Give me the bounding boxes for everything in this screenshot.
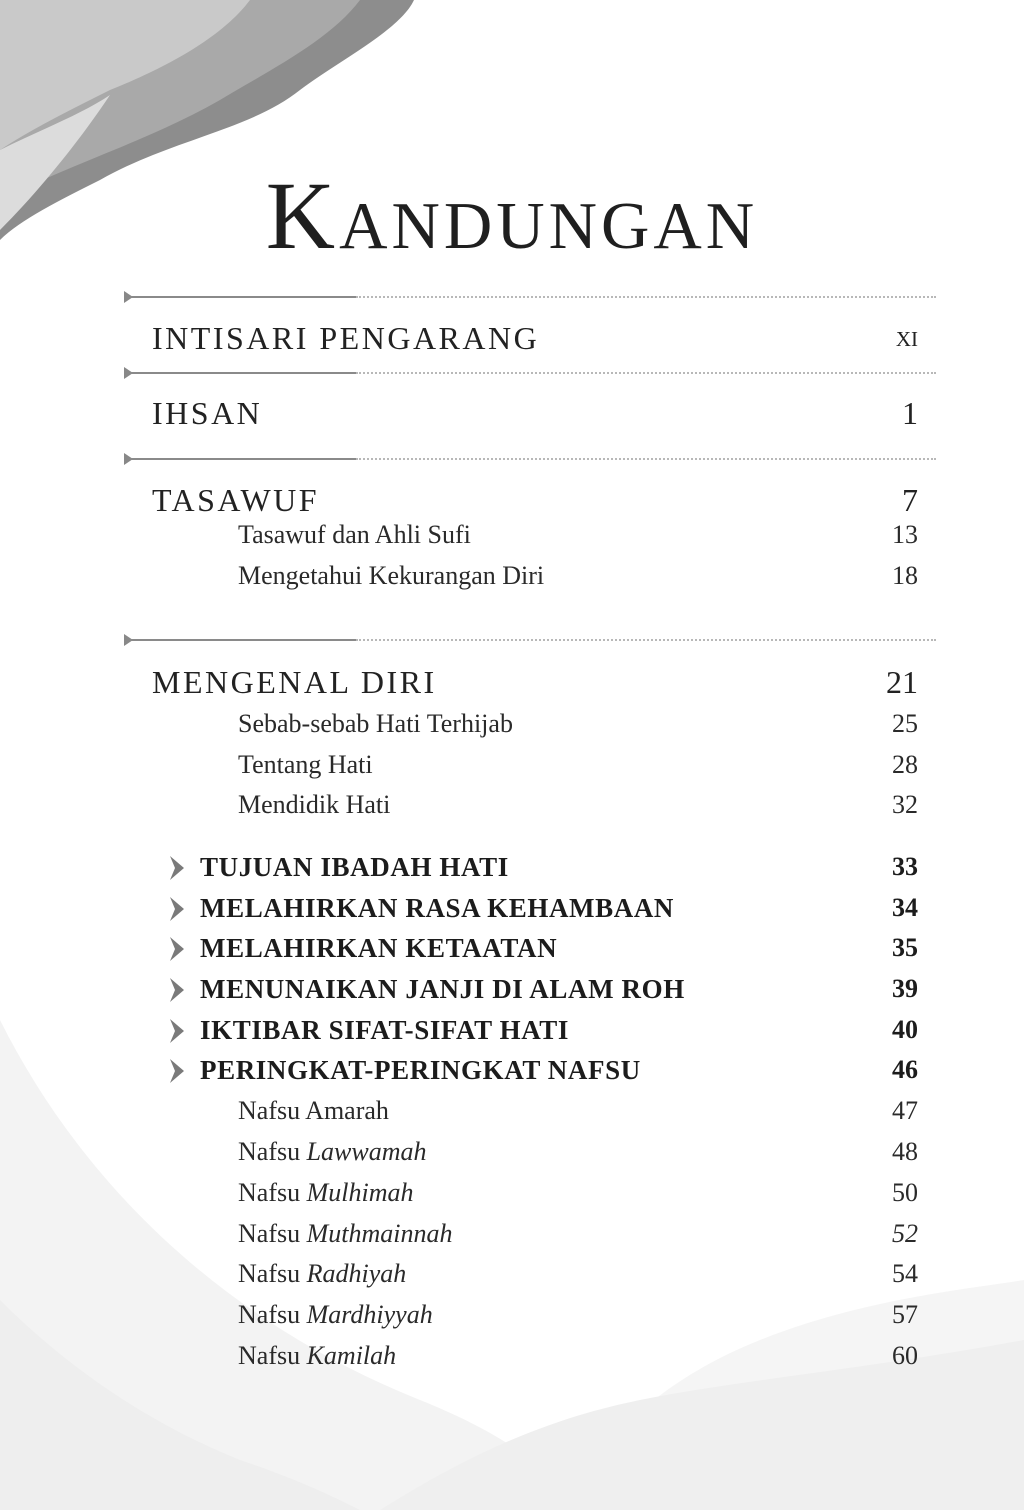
subsection-title: Nafsu Lawwamah bbox=[238, 1137, 427, 1166]
chapter-page: xi bbox=[895, 320, 918, 353]
chapter-title: TASAWUF bbox=[152, 482, 320, 518]
subsection-title: Nafsu Amarah bbox=[238, 1096, 389, 1125]
subsection-title: Mendidik Hati bbox=[238, 790, 391, 819]
subsection-title: Nafsu Mulhimah bbox=[238, 1178, 414, 1207]
subsection-page: 52 bbox=[892, 1219, 918, 1248]
bullet-page: 46 bbox=[892, 1055, 918, 1084]
section-divider bbox=[124, 634, 936, 646]
chevron-right-icon bbox=[168, 896, 186, 922]
chapter-page: 21 bbox=[886, 664, 918, 700]
subsection-title: Nafsu Kamilah bbox=[238, 1341, 397, 1370]
chapter-title: MENGENAL DIRI bbox=[152, 664, 437, 700]
section-divider bbox=[124, 291, 936, 303]
bullet-title: IKTIBAR SIFAT-SIFAT HATI bbox=[200, 1015, 569, 1045]
subsection-page: 13 bbox=[892, 520, 918, 549]
bullet-page: 39 bbox=[892, 974, 918, 1003]
bullet-title: MENUNAIKAN JANJI DI ALAM ROH bbox=[200, 974, 685, 1004]
section-divider bbox=[124, 367, 936, 379]
bullet-page: 34 bbox=[892, 893, 918, 922]
bullet-page: 35 bbox=[892, 933, 918, 962]
chevron-right-icon bbox=[168, 936, 186, 962]
bullet-title: MELAHIRKAN KETAATAN bbox=[200, 933, 558, 963]
subsection-title: Mengetahui Kekurangan Diri bbox=[238, 561, 545, 590]
bullet-title: PERINGKAT-PERINGKAT NAFSU bbox=[200, 1055, 641, 1085]
bullet-title: MELAHIRKAN RASA KEHAMBAAN bbox=[200, 893, 675, 923]
subsection-title: Nafsu Mardhiyyah bbox=[238, 1300, 433, 1329]
subsection-title: Tasawuf dan Ahli Sufi bbox=[238, 520, 471, 549]
chapter-title: INTISARI PENGARANG bbox=[152, 320, 540, 356]
chevron-right-icon bbox=[168, 1018, 186, 1044]
subsection-page: 28 bbox=[892, 750, 918, 779]
subsection-title: Nafsu Radhiyah bbox=[238, 1259, 407, 1288]
subsection-page: 54 bbox=[892, 1259, 918, 1288]
chevron-right-icon bbox=[168, 977, 186, 1003]
subsection-page: 18 bbox=[892, 561, 918, 590]
bullet-page: 40 bbox=[892, 1015, 918, 1044]
section-divider bbox=[124, 453, 936, 465]
subsection-title: Tentang Hati bbox=[238, 750, 373, 779]
subsection-page: 60 bbox=[892, 1341, 918, 1370]
chapter-title: IHSAN bbox=[152, 395, 263, 431]
chapter-page: 7 bbox=[902, 482, 918, 518]
subsection-page: 50 bbox=[892, 1178, 918, 1207]
page-title: Kandungan bbox=[265, 162, 759, 269]
chevron-right-icon bbox=[168, 855, 186, 881]
subsection-page: 47 bbox=[892, 1096, 918, 1125]
subsection-page: 57 bbox=[892, 1300, 918, 1329]
subsection-page: 48 bbox=[892, 1137, 918, 1166]
chevron-right-icon bbox=[168, 1058, 186, 1084]
subsection-page: 25 bbox=[892, 709, 918, 738]
bullet-page: 33 bbox=[892, 852, 918, 881]
subsection-page: 32 bbox=[892, 790, 918, 819]
bullet-title: TUJUAN IBADAH HATI bbox=[200, 852, 509, 882]
subsection-title: Sebab-sebab Hati Terhijab bbox=[238, 709, 513, 738]
chapter-page: 1 bbox=[902, 395, 918, 431]
subsection-title: Nafsu Muthmainnah bbox=[238, 1219, 453, 1248]
